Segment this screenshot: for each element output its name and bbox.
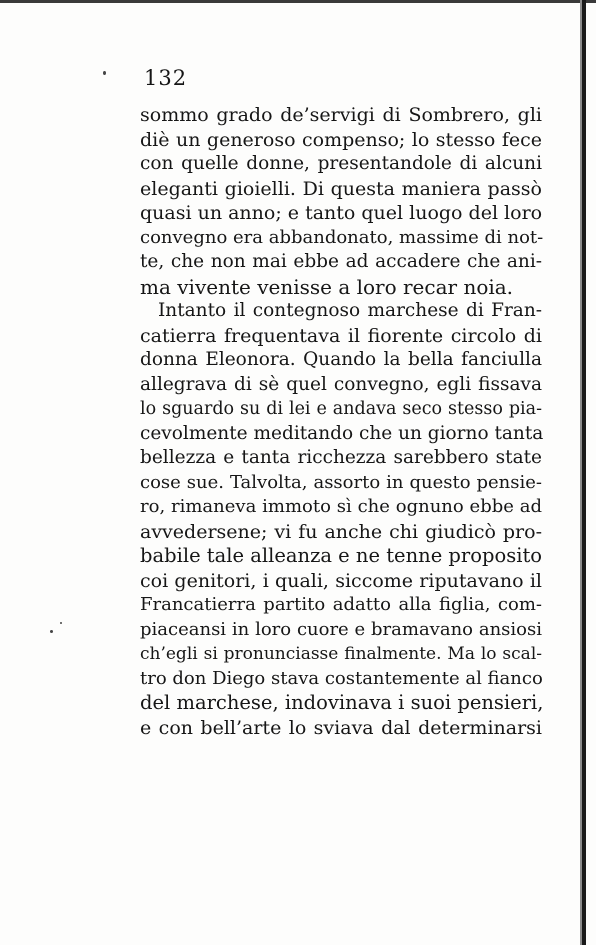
text-line: eleganti gioielli. Di questa maniera passò <box>140 177 542 200</box>
paper-speck <box>60 622 62 624</box>
paper-speck <box>50 630 53 633</box>
page-right-edge <box>582 0 586 945</box>
text-line: del marchese, indovinava i suoi pensieri, <box>140 691 544 714</box>
text-line: catierra frequentava il fiorente circolo di <box>140 324 542 347</box>
text-line: ch’egli si pronunciasse finalmente. Ma lo scal- <box>140 644 542 664</box>
text-line: sommo grado de’servigi di Sombrero, gli <box>140 104 542 126</box>
paragraph-start-line: Intanto il contegnoso marchese di Fran- <box>158 300 542 321</box>
text-line: te, che non mai ebbe ad accadere che ani- <box>140 251 542 272</box>
page-top-edge <box>0 0 596 3</box>
text-line: donna Eleonora. Quando la bella fanciulla <box>140 349 542 370</box>
text-line: cose sue. Talvolta, assorto in questo pensie- <box>140 471 542 493</box>
text-line: babile tale alleanza e ne tenne proposito <box>140 544 543 567</box>
page-number: 132 <box>144 66 188 90</box>
text-line: bellezza e tanta ricchezza sarebbero state <box>140 447 542 468</box>
text-line: convegno era abbandonato, massime di not- <box>140 226 544 248</box>
text-line: tro don Diego stava costantemente al fianco <box>140 667 543 689</box>
text-line: piaceansi in loro cuore e bramavano ansiosi <box>140 618 542 640</box>
text-line: ma vivente venisse a loro recar noia. <box>140 274 514 299</box>
text-line: allegrava di sè quel convegno, egli fissava <box>140 373 542 395</box>
text-line: cevolmente meditando che un giorno tanta <box>140 422 544 444</box>
text-line: avvedersene; vi fu anche chi giudicò pro- <box>140 520 542 543</box>
text-line: ro, rimaneva immoto sì che ognuno ebbe ad <box>140 496 542 517</box>
text-line: coi genitori, i quali, siccome riputavano il <box>140 569 542 592</box>
text-line: quasi un anno; e tanto quel luogo del loro <box>140 202 543 224</box>
paper-speck <box>103 71 106 75</box>
text-line: e con bell’arte lo sviava dal determinarsi <box>140 716 542 739</box>
text-line: Francatierra partito adatto alla figlia, com- <box>140 594 542 615</box>
body-text <box>140 103 542 740</box>
text-line: con quelle donne, presentandole di alcuni <box>140 153 542 174</box>
text-line: lo sguardo su di lei e andava seco stesso pia- <box>140 399 542 419</box>
text-line: diè un generoso compenso; lo stesso fece <box>140 128 542 151</box>
